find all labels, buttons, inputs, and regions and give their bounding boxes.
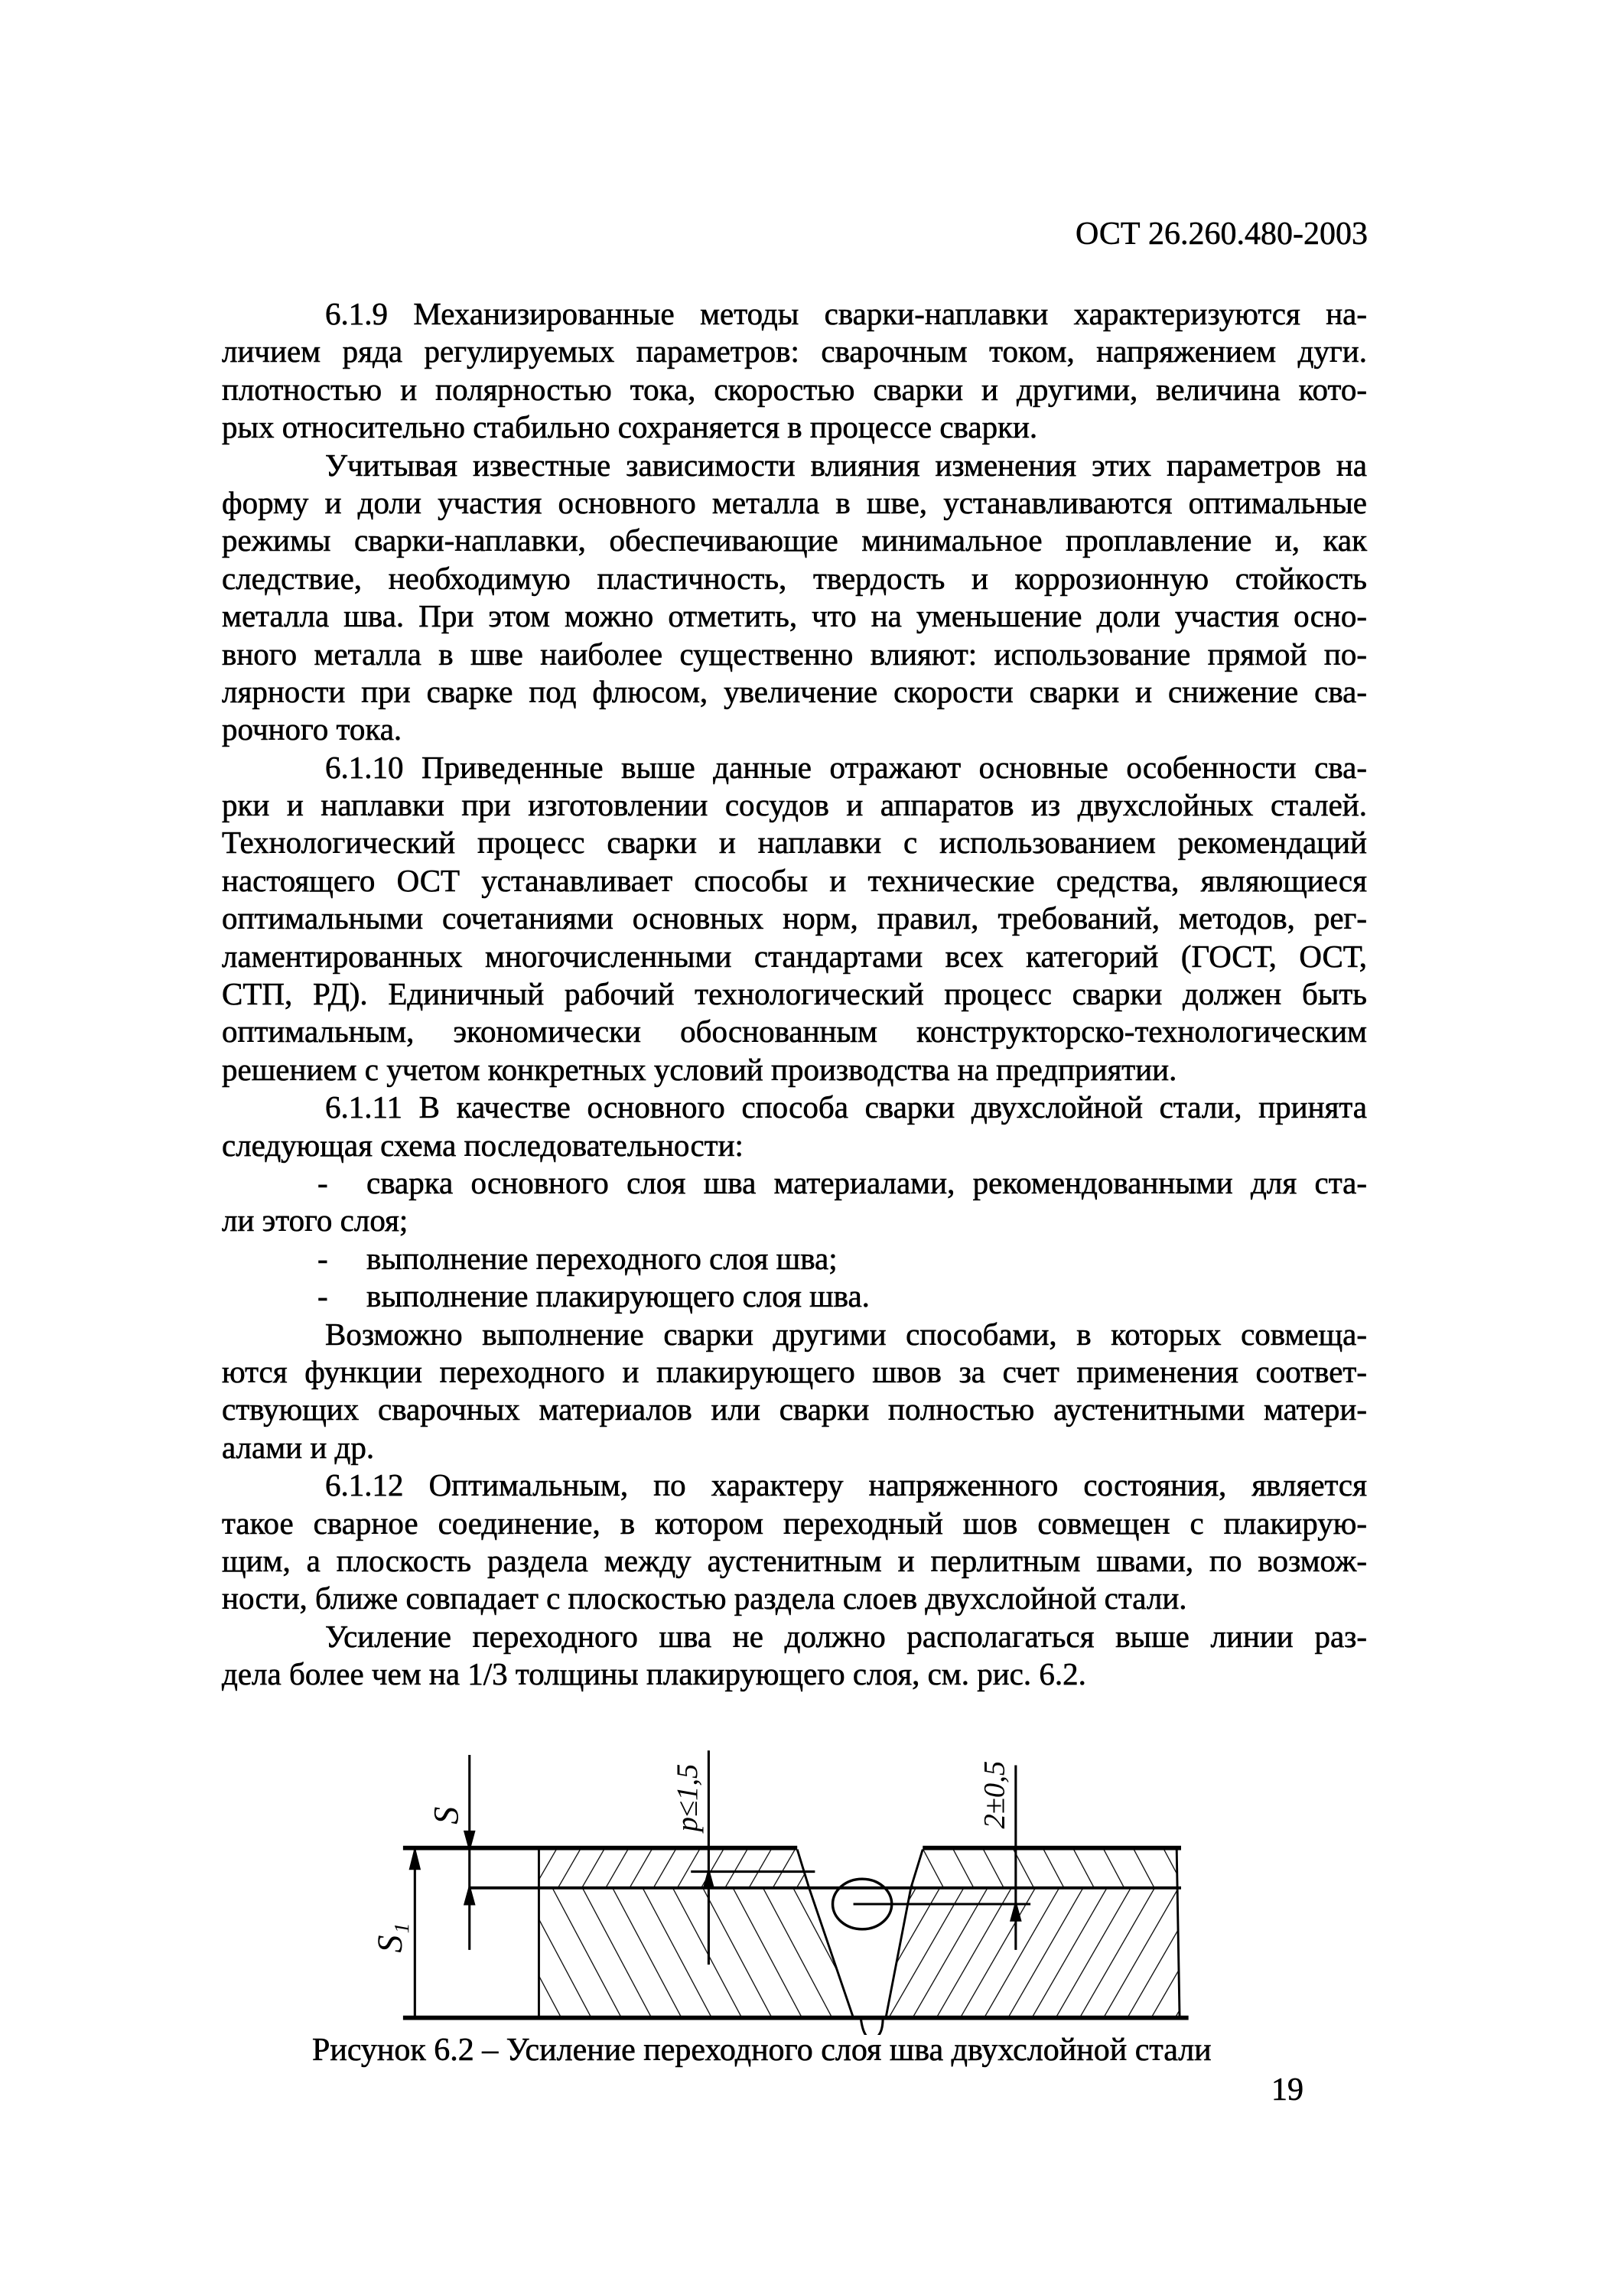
list-item-text: выполнение переходного слоя шва;: [366, 1240, 838, 1276]
figure-weld-joint: [0, 1714, 1624, 2035]
right-plate: [886, 1850, 1180, 2018]
text-line: ламентированных многочисленными стандартами всех категорий (ГОСТ, ОСТ,: [222, 938, 1367, 974]
text-line: решением с учетом конкретных условий производства на предприятии.: [222, 1051, 1177, 1087]
text-line: Учитывая известные зависимости влияния изменения этих параметров на: [325, 447, 1367, 483]
text-line: рочного тока.: [222, 711, 402, 747]
text-line: СТП, РД). Единичный рабочий технологический процесс сварки должен быть: [222, 976, 1367, 1012]
text-line: следующая схема последовательности:: [222, 1127, 744, 1163]
dim-label-p: p≤1,5: [671, 1763, 704, 1832]
list-item-text: сварка основного слоя шва материалами, рекомендованными для ста-: [366, 1164, 1367, 1200]
dim-label-s1: S₁: [370, 1922, 410, 1953]
list-item: [222, 1240, 1367, 1278]
text-line: оптимальным, экономически обоснованным конструкторско-технологическим: [222, 1014, 1367, 1050]
list-item-text: выполнение плакирующего слоя шва.: [366, 1278, 870, 1314]
text-line: форму и доли участия основного металла в шве, устанавливаются оптимальные: [222, 484, 1367, 520]
text-line: настоящего ОСТ устанавливает способы и технические средства, являющиеся: [222, 862, 1367, 898]
text-line: Технологический процесс сварки и наплавки с использованием рекомендаций: [222, 825, 1367, 861]
document-code: ОСТ 26.260.480-2003: [1076, 216, 1368, 252]
page-number: 19: [1271, 2072, 1303, 2108]
list-dash: -: [317, 1240, 328, 1276]
dim-label-reinforcement: 2±0,5: [978, 1760, 1011, 1829]
text-line: личием ряда регулируемых параметров: сварочным током, напряжением дуги.: [222, 334, 1367, 369]
figure-caption: Рисунок 6.2 – Усиление переходного слоя шва двухслойной стали: [312, 2033, 1212, 2068]
text-line: рки и наплавки при изготовлении сосудов и аппаратов из двухслойных сталей.: [222, 787, 1367, 823]
text-line: вного металла в шве наиболее существенно влияют: использование прямой по-: [222, 636, 1367, 672]
list-item-continuation: ли этого слоя;: [222, 1203, 408, 1239]
text-line: Возможно выполнение сварки другими способами, в которых совмеща-: [325, 1316, 1367, 1352]
left-plate: [539, 1850, 853, 2018]
text-line: плотностью и полярностью тока, скоростью сварки и другими, величина кото-: [222, 371, 1367, 407]
text-line: алами и др.: [222, 1429, 375, 1465]
text-line: дела более чем на 1/3 толщины плакирующего слоя, см. рис. 6.2.: [222, 1656, 1086, 1692]
text-line: рых относительно стабильно сохраняется в процессе сварки.: [222, 409, 1038, 445]
text-line: ствующих сварочных материалов или сварки полностью аустенитными матери-: [222, 1392, 1367, 1427]
text-line: лярности при сварке под флюсом, увеличение скорости сварки и снижение сва-: [222, 673, 1367, 709]
list-item: [222, 1164, 1367, 1202]
text-line: ности, ближе совпадает с плоскостью раздела слоев двухслойной стали.: [222, 1580, 1187, 1616]
list-dash: -: [317, 1278, 328, 1314]
text-line: оптимальными сочетаниями основных норм, правил, требований, методов, рег-: [222, 900, 1367, 936]
list-dash: -: [317, 1164, 328, 1200]
text-line: ются функции переходного и плакирующего швов за счет применения соответ-: [222, 1353, 1367, 1389]
text-line: металла шва. При этом можно отметить, что на уменьшение доли участия осно-: [222, 598, 1367, 634]
text-line: Усиление переходного шва не должно располагаться выше линии раз-: [325, 1618, 1367, 1654]
text-line: следствие, необходимую пластичность, твердость и коррозионную стойкость: [222, 560, 1367, 596]
text-line: такое сварное соединение, в котором переходный шов совмещен с плакирую-: [222, 1505, 1367, 1541]
text-line: 6.1.11 В качестве основного способа сварки двухслойной стали, принята: [325, 1089, 1367, 1125]
text-line: режимы сварки-наплавки, обеспечивающие минимальное проплавление и, как: [222, 522, 1367, 558]
text-line: 6.1.10 Приведенные выше данные отражают основные особенности сва-: [325, 749, 1367, 785]
document-body: [222, 295, 1367, 1693]
list-item: [222, 1278, 1367, 1315]
dim-label-s: S: [427, 1806, 467, 1825]
text-line: щим, а плоскость раздела между аустенитным и перлитным швами, по возмож-: [222, 1542, 1367, 1578]
text-line: 6.1.12 Оптимальным, по характеру напряженного состояния, является: [325, 1467, 1367, 1503]
text-line: 6.1.9 Механизированные методы сварки-наплавки характеризуются на-: [325, 296, 1367, 331]
